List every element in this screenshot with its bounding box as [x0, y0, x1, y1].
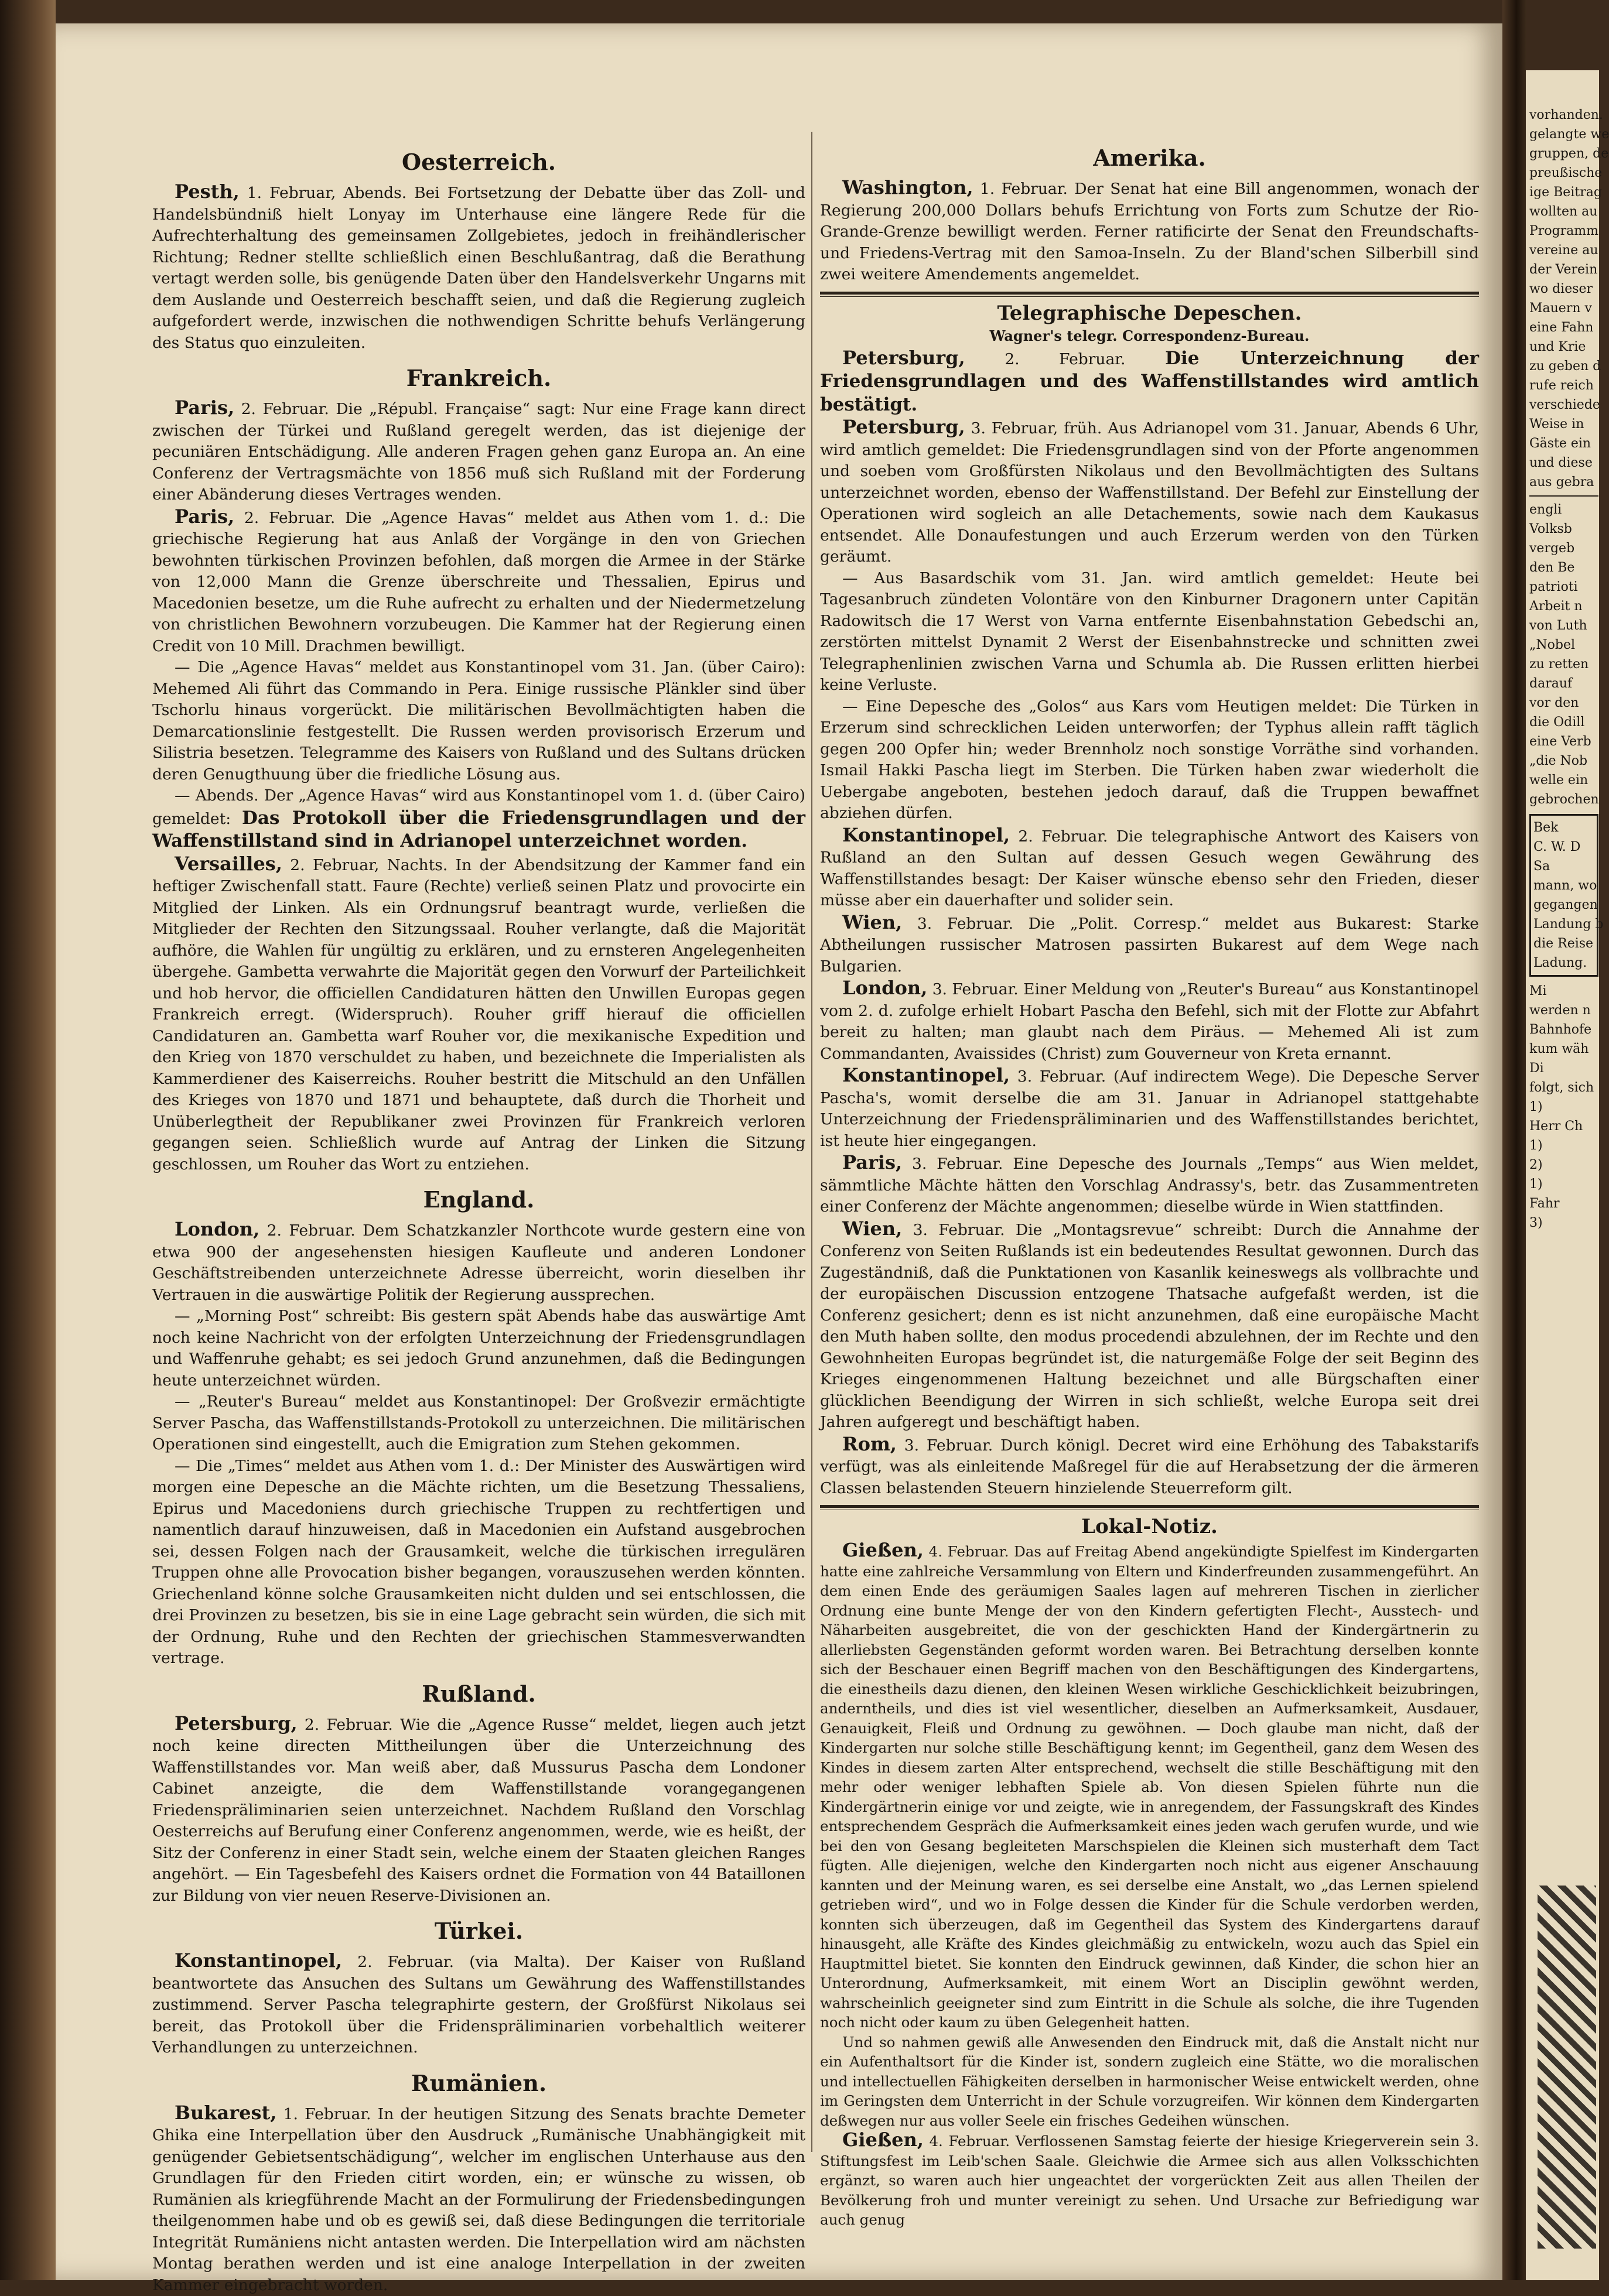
adjacent-line: Fahr: [1529, 1194, 1598, 1213]
adjacent-line: und Krie: [1529, 337, 1598, 357]
telegrams-article: [820, 696, 1479, 824]
adjacent-line: Arbeit n: [1529, 597, 1598, 616]
dateline-city: Petersburg,: [175, 1712, 298, 1734]
adjacent-rule: [1529, 495, 1598, 497]
adjacent-line: vor den: [1529, 693, 1598, 713]
adjacent-line: den Be: [1529, 558, 1598, 577]
advert-line: Ladung.: [1533, 953, 1594, 973]
article-text: 1. Februar. Der Senat hat eine Bill angenommen, wonach der Regierung 200,000 Dollars behufs Errichtung von Forts zum Schutze der Rio-Grande-Grenze bewilligt werden. Ferner ratificirte der Senat den Freundschafts- und Friedens-Vertrag mit den Samoa-Inseln. Zu der Bland'schen Silberbill sind zwei weitere Amendements angemeldet.: [820, 180, 1479, 283]
adjacent-line: zu retten: [1529, 655, 1598, 674]
france-article: [152, 397, 805, 506]
adjacent-line: preußische: [1529, 163, 1598, 183]
headline-announcement: Das Protokoll über die Friedensgrundlagen und der Waffenstillstand sind in Adrianopel unterzeichnet worden.: [152, 807, 805, 852]
telegrams-heading: Telegraphische Depeschen.: [820, 300, 1479, 326]
telegrams-article: [820, 977, 1479, 1065]
advert-line: Bek: [1533, 818, 1594, 837]
article-text: — Aus Basardschik vom 31. Jan. wird amtlich gemeldet: Heute bei Tagesanbruch zündeten Volontäre von den Kinburner Dragonern unter Capitän Radowitsch die 17 Werst von Varna entfernte Eisenbahnstation Gebedschi an, zerstörten mittelst Dynamit 2 Werst der Eisenbahnstrecke und schnitten zwei Telegraphenlinien zwischen Varna und Schumla ab. Die Russen erlitten hierbei keine Verluste.: [820, 569, 1479, 694]
austria-heading: Oesterreich.: [152, 148, 805, 176]
telegrams-article: [820, 1065, 1479, 1152]
article-text: 2. Februar. Die „Républ. Française“ sagt: Nur eine Frage kann direct zwischen der Türkei und Rußland geregelt werden, das ist diejenige der pecuniären Entschädigung. Alle anderen Fragen gehen ganz Europa an. An eine Conferenz der Vertragsmächte von 1856 muß sich Rußland mit der Forderung einer Abänderung dieses Vertrages wenden.: [152, 400, 805, 504]
adjacent-line: vorhanden.: [1529, 105, 1598, 125]
dateline-city: Washington,: [842, 176, 973, 199]
advert-line: Landung b: [1533, 915, 1594, 934]
article-text: 2. Februar. Die telegraphische Antwort des Kaisers von Rußland an den Sultan auf dessen Gesuch wegen Gewährung des Waffenstillstandes besagt: Der Kaiser wünsche ebenso sehr den Frieden, dieser müsse aber ein dauerhafter und solider sein.: [820, 827, 1479, 910]
russia-article: [152, 1713, 805, 1907]
adjacent-line: der Verein: [1529, 260, 1598, 279]
book-binding: [0, 0, 56, 2280]
adjacent-line: gelangte we: [1529, 125, 1598, 144]
dateline-city: Wien,: [842, 911, 902, 933]
article-text: — Die „Times“ meldet aus Athen vom 1. d.: Der Minister des Auswärtigen wird morgen eine Depesche an die Mächte richten, um die Besetzung Thessaliens, Epirus und Macedoniens durch griechische Truppen zu rechtfertigen und namentlich darauf hinzuweisen, daß in Macedonien ein Aufstand ausgebrochen sei, dessen Folgen nach der Grausamkeit, welche die türkischen irregulären Truppen ohne alle Provocation bisher begangen, vorauszusehen werden könnten. Griechenland könne solche Grausamkeiten nicht dulden und sei entschlossen, die drei Provinzen zu besetzen, bis sie in eine Lage gebracht sein würden, die sich mit der Ordnung, Ruhe und den Rechten der griechischen Stammesverwandten vertrage.: [152, 1457, 805, 1668]
article-text: 2. Februar.: [1005, 350, 1125, 368]
article-text: 3. Februar. (Auf indirectem Wege). Die Depesche Server Pascha's, womit derselbe die am 31. Januar in Adrianopel stattgehabte Unterzeichnung der Friedenspräliminarien und des Waffenstillstandes berichtet, ist heute hier eingegangen.: [820, 1067, 1479, 1150]
adjacent-line: von Luth: [1529, 616, 1598, 635]
article-text: 4. Februar. Das auf Freitag Abend angekündigte Spielfest im Kindergarten hatte eine zahlreiche Versammlung von Eltern und Kinderfreunden zusammengeführt. An dem einen Ende des geräumigen Saales lagen auf mehreren Tischen in zierlicher Ordnung eine bunte Menge der von den Kindern gefertigten Flecht-, Ausstech- und Näharbeiten ausgebreitet, die von der geschickten Hand der Kindergärtnerin zu allerliebsten Gegenständen geformt worden waren. Bei Betrachtung derselben konnte sich der Beschauer einen Begriff machen von den Beschäftigungen des Kindergartens, die einestheils dazu dienen, den kleinen Wesen wirkliche Geschicklichkeit beizubringen, anderntheils, und dies ist viel wesentlicher, dieselben an Aufmerksamkeit, Ausdauer, Genauigkeit, Fleiß und Ordnung zu gewöhnen. — Doch glaube man nicht, daß der Kindergarten nur solche stille Beschäftigung kennt; im Gegentheil, ganz dem Wesen des Kindes in diesem zarten Alter entsprechend, wechselt die stille Beschäftigung mit den mehr oder weniger lebhaften Spiele ab. Von diesen Spielen führte nun die Kindergärtnerin einige vor und zeigte, wie in anregendem, der Fassungskraft des Kindes entsprechendem Gespräch die Aufmerksamkeit eines jeden wach gerufen wurde, und wie bei den von Gesang begleiteten Marschspielen die Kleinen sich musterhaft dem Tact fügten. Alle diejenigen, welche den Kindergarten noch nicht aus eigener Anschauung kannten und der Meinung waren, es sei derselbe eine Anstalt, wo „das Lernen spielend getrieben wird“, und wo in Folge dessen die Kinder für die Schule verdorben werden, konnten sich überzeugen, daß im Gegentheil das System des Kindergartens darauf hinausgeht, alle Kräfte des Kindes gleichmäßig zu entwickeln, wozu auch das Spiel ein Hauptmittel bietet. Sie konnten den Eindruck gewinnen, daß Kinder, die schon hier an Unterordnung, Aufmerksamkeit, mit einem Wort an Disciplin gewöhnt werden, wahrscheinlich geeigneter sind zum Eintritt in die Schule als solche, die ihre Tugenden noch nicht oder kaum zu üben Gelegenheit hatten.: [820, 1543, 1479, 2031]
adjacent-line: eine Fahn: [1529, 318, 1598, 337]
dateline-city: London,: [175, 1218, 259, 1240]
adjacent-line: Mi: [1529, 981, 1598, 1001]
article-text: — Eine Depesche des „Golos“ aus Kars vom Heutigen meldet: Die Türken in Erzerum sind schrecklichen Leiden unterworfen; der Typhus allein rafft täglich gegen 200 Opfer hin; weder Brennholz noch sonstige Vorräthe sind vorhanden. Ismail Hakki Pascha liegt im Sterben. Die Türken haben zwar wiederholt die Uebergabe angeboten, bestehen jedoch darauf, daß die Truppen bewaffnet abziehen dürfen.: [820, 697, 1479, 823]
adjacent-line: Gäste ein: [1529, 434, 1598, 453]
article-text: 2. Februar, Nachts. In der Abendsitzung der Kammer fand ein heftiger Zwischenfall statt. Faure (Rechte) verließ seinen Platz und provocirte ein Mitglied der Linken. Als ein Ordnungsruf beantragt wurde, verließen die Mitglieder der Rechten den Sitzungssaal. Rouher verlangte, daß die Majorität aufhöre, die Wahlen für ungültig zu erklären, und zu ernsteren Angelegenheiten übergehe. Gambetta verwahrte die Majorität gegen den Vorwurf der Parteilichkeit und hob hervor, die officiellen Candidaturen hätten den Unwillen Europas gegen Frankreich erregt. (Widerspruch). Rouher griff hierauf die officiellen Candidaturen an. Gambetta warf Rouher vor, die mexikanische Expedition und den Krieg von 1870 verschuldet zu haben, und bezeichnete die Imperialisten als Kammerdiener des Kaiserreichs. Rouher bestritt die Mitschuld an den Unfällen des Krieges von 1870 und 1871 und behauptete, daß durch die Thorheit und Unüberlegtheit der Republikaner zwei Provinzen für Frankreich verloren gegangen seien. Schließlich wurde auf Antrag der Linken die Sitzung geschlossen, um Rouher das Wort zu entziehen.: [152, 856, 805, 1173]
adjacent-line: aus gebra: [1529, 473, 1598, 492]
adjacent-line: engli: [1529, 500, 1598, 519]
adjacent-page-text: [1529, 105, 1598, 1233]
ornament-border: [1538, 1886, 1596, 2249]
adjacent-line: verschiede: [1529, 395, 1598, 415]
article-text: 3. Februar, früh. Aus Adrianopel vom 31. Januar, Abends 6 Uhr, wird amtlich gemeldet: Die Friedensgrundlagen sind von der Pforte angenommen und soeben vom Großfürsten Nikolaus und den Bevollmächtigten des Sultans unterzeichnet worden, ebenso der Waffenstillstand. Der Befehl zur Einstellung der Operationen wird sogleich an alle Detachements, sowie nach dem Kaukasus entsendet. Alle Donaufestungen und auch Erzerum werden von den Türken geräumt.: [820, 419, 1479, 566]
dateline-city: Wien,: [842, 1217, 902, 1240]
romania-heading: Rumänien.: [152, 2069, 805, 2097]
advert-line: Sa: [1533, 857, 1594, 876]
article-text: 2. Februar. (via Malta). Der Kaiser von Rußland beantwortete das Ansuchen des Sultans um Gewährung des Waffenstillstandes zustimmend. Server Pascha telegraphirte gestern, der Großfürst Nikolaus sei bereit, das Protokoll über die Fridenspräliminarien vorbehaltlich weiterer Verhandlungen zu unterzeichnen.: [152, 1953, 805, 2057]
dateline-city: Pesth,: [175, 180, 240, 203]
england-article: [152, 1456, 805, 1669]
adjacent-line: gebrochen: [1529, 790, 1598, 809]
article-text: — Abends. Der „Agence Havas“ wird aus Konstantinopel vom 1. d. (über Cairo) gemeldet:: [152, 786, 805, 828]
article-text: Und so nahmen gewiß alle Anwesenden den Eindruck mit, daß die Anstalt nicht nur ein Aufenthaltsort für die Kinder ist, sondern zugleich eine Stätte, wo die moralischen und intellectuellen Fähigkeiten derselben in harmonischer Weise entwickelt werden, ohne im Geringsten dem Unterricht in der Schule vorzugreifen. Wir können dem Kindergarten deßwegen nur aus voller Seele ein frisches Gedeihen wünschen.: [820, 2034, 1479, 2129]
article-text: 3. Februar. Einer Meldung von „Reuter's Bureau“ aus Konstantinopel vom 2. d. zufolge erhielt Hobart Pascha den Befehl, sich mit der Flotte zur Abfahrt bereit zu halten; man glaubt nach dem Piräus. — Mehemed Ali ist zum Commandanten, Avaissides (Christ) zum Gouverneur von Kreta ernannt.: [820, 980, 1479, 1063]
article-text: 1. Februar, Abends. Bei Fortsetzung der Debatte über das Zoll- und Handelsbündniß hielt Lonyay im Unterhause eine längere Rede für die Aufrechterhaltung des gemeinsamen Zollgebietes, jedoch in freihändlerischer Richtung; Redner stellte schließlich einen Beschlußantrag, daß die Berathung vertagt werden solle, bis genügende Daten über den Handelsverkehr Ungarns mit dem Auslande und Oesterreich beschafft seien, und daß die Regierung zugleich aufgefordert werde, inzwischen die nothwendigen Schritte behufs Verlängerung des Status quo einzuleiten.: [152, 184, 805, 352]
adjacent-line: eine Verb: [1529, 732, 1598, 751]
telegrams-article: [820, 1433, 1479, 1500]
telegrams-top-rule: [820, 292, 1479, 297]
adjacent-line: 1): [1529, 1175, 1598, 1194]
column-left: [152, 138, 805, 2296]
local-article: [820, 1541, 1479, 2032]
dateline-city: Petersburg,: [842, 347, 965, 369]
adjacent-line: rufe reich: [1529, 376, 1598, 395]
dateline-city: Konstantinopel,: [175, 1949, 342, 1972]
dateline-city: Paris,: [842, 1151, 902, 1173]
dateline-city: Bukarest,: [175, 2102, 276, 2124]
dateline-city: Paris,: [175, 396, 234, 419]
france-article: [152, 506, 805, 658]
dateline-city: Konstantinopel,: [842, 824, 1010, 846]
telegrams-article: [820, 912, 1479, 978]
article-text: — Die „Agence Havas“ meldet aus Konstantinopel vom 31. Jan. (über Cairo): Mehemed Ali führt das Commando in Pera. Einige russische Plänkler sind über Tschorlu hinaus vorgerückt. Die militärischen Bevollmächtigten haben die Demarcationslinie festgestellt. Die Russen werden provisorisch Erzerum und Silistria besetzen. Telegramme des Kaisers von Rußland und des Sultans drücken deren Genugthuung über die friedliche Lösung aus.: [152, 658, 805, 783]
adjacent-line: 1): [1529, 1097, 1598, 1117]
dateline-city: Konstantinopel,: [842, 1064, 1010, 1086]
telegrams-article: [820, 347, 1479, 417]
advert-line: gegangen: [1533, 895, 1594, 915]
article-text: 3. Februar. Eine Depesche des Journals „Temps“ aus Wien meldet, sämmtliche Mächte hätten den Vorschlag Andrassy's, betr. das Zusammentreten einer Conferenz der Mächte angenommen; dieselbe würde in Wien stattfinden.: [820, 1155, 1479, 1216]
adjacent-line: Weise in: [1529, 415, 1598, 434]
adjacent-line: „die Nob: [1529, 751, 1598, 771]
adjacent-line: 1): [1529, 1136, 1598, 1155]
england-article: [152, 1391, 805, 1456]
article-text: 2. Februar. Die „Agence Havas“ meldet aus Athen vom 1. d.: Die griechische Regierung hat aus Anlaß der Vorgänge in den von Griechen bewohnten türkischen Provinzen befohlen, daß morgen die Armee in der Stärke von 12,000 Mann die Grenze überschreite und Thessalien, Epirus und Macedonien besetze, um die Ruhe aufrecht zu erhalten und der Niedermetzelung von christlichen Bewohnern vorzubeugen. Die Kammer hat der Regierung einen Credit von 10 Mill. Drachmen bewilligt.: [152, 509, 805, 655]
telegrams-article: [820, 824, 1479, 912]
adjacent-line: gruppen, de: [1529, 144, 1598, 163]
article-text: 1. Februar. In der heutigen Sitzung des Senats brachte Demeter Ghika eine Interpellation über den Ausdruck „Rumänische Unabhängigkeit mit genügender Gebietsentschädigung“, welcher im englischen Unterhause aus den Grundlagen für den Frieden citirt worden, ein; er wünsche zu wissen, ob Rumänien als kriegführende Macht an der Formulirung der Friedensbedingungen theilgenommen habe und ob es gewiß sei, daß diese Bedingungen die territoriale Integrität Rumäniens nicht antasten werden. Die Interpellation wird am nächsten Montag berathen werden und ist eine analoge Interpellation in der zweiten Kammer eingebracht worden.: [152, 2105, 805, 2294]
america-heading: Amerika.: [820, 144, 1479, 172]
article-text: — „Morning Post“ schreibt: Bis gestern spät Abends habe das auswärtige Amt noch keine Nachricht von der erfolgten Unterzeichnung der Friedensgrundlagen und Waffenruhe gehabt; es sei jedoch Grund anzunehmen, daß die Bedingungen heute unterzeichnet würden.: [152, 1307, 805, 1390]
advert-line: C. W. D: [1533, 837, 1594, 857]
adjacent-line: wollten au: [1529, 202, 1598, 221]
adjacent-line: zu geben d: [1529, 357, 1598, 376]
france-article: [152, 785, 805, 853]
romania-article: [152, 2102, 805, 2296]
adjacent-line: ige Beitrag: [1529, 183, 1598, 202]
local-top-rule: [820, 1505, 1479, 1510]
adjacent-line: Di: [1529, 1059, 1598, 1078]
column-right: [820, 134, 1479, 2230]
adjacent-line: Volksb: [1529, 519, 1598, 539]
local-article: [820, 2130, 1479, 2230]
advert-line: die Reise: [1533, 934, 1594, 953]
local-heading: Lokal-Notiz.: [820, 1514, 1479, 1539]
england-article: [152, 1219, 805, 1306]
adjacent-line: Programm: [1529, 221, 1598, 241]
adjacent-line: Bahnhofe: [1529, 1020, 1598, 1039]
adjacent-line: 2): [1529, 1155, 1598, 1175]
telegrams-article: [820, 1218, 1479, 1433]
article-text: 3. Februar. Die „Montagsrevue“ schreibt: Durch die Annahme der Conferenz von Seiten Rußlands ist ein bedeutendes Resultat gewonnen. Durch das Zugeständniß, daß die Punktationen von Kasanlik keineswegs als vollbrachte und der europäischen Discussion entzogene Thatsache aufgefaßt werden, ist die Conferenz gesichert; denn es ist nicht anzunehmen, daß eine europäische Macht den Muth haben sollte, den modus procedendi abzulehnen, der im Rechte und den Gewohnheiten Europas begründet ist, die naturgemäße Folge der seit Beginn des Krieges eingenommenen Haltung bezeichnet und alle Bürgschaften einer glücklichen Beendigung der Wirren in sich schließt, welche Europa seit drei Jahren aufgeregt und beschäftigt haben.: [820, 1221, 1479, 1432]
england-heading: England.: [152, 1186, 805, 1214]
dateline-city: London,: [842, 977, 927, 999]
adjacent-line: und diese: [1529, 453, 1598, 473]
dateline-city: Versailles,: [175, 853, 282, 875]
adjacent-line: vergeb: [1529, 539, 1598, 558]
advert-line: mann, wo: [1533, 876, 1594, 895]
article-text: 2. Februar. Wie die „Agence Russe“ meldet, liegen auch jetzt noch keine directen Mittheilungen über die Unterzeichnung des Waffenstillstandes vor. Man weiß aber, daß Mussurus Pascha dem Londoner Cabinet anzeigte, die dem Waffenstillstande vorangegangenen Friedenspräliminarien seien unterzeichnet. Nachdem Rußland den Vorschlag Oesterreichs auf Berufung einer Conferenz angenommen, werde, wie es heißt, der Sitz der Conferenz in einer Stadt sein, welche einem der Staaten gleichen Ranges angehört. — Ein Tagesbefehl des Kaisers ordnet die Formation von 44 Bataillonen zur Bildung von vier neuen Reserve-Divisionen an.: [152, 1716, 805, 1905]
adjacent-line: vereine au: [1529, 241, 1598, 260]
adjacent-line: wo dieser: [1529, 279, 1598, 299]
dateline-city: Paris,: [175, 505, 234, 528]
france-heading: Frankreich.: [152, 364, 805, 392]
adjacent-line: kum wäh: [1529, 1039, 1598, 1059]
dateline-city: Gießen,: [842, 2129, 924, 2151]
article-text: 3. Februar. Durch königl. Decret wird eine Erhöhung des Tabakstarifs verfügt, was als einleitende Maßregel für die auf Herabsetzung der die ärmeren Classen belastenden Steuern hinzielende Steuerreform gilt.: [820, 1436, 1479, 1497]
article-text: 2. Februar. Dem Schatzkanzler Northcote wurde gestern eine von etwa 900 der angesehensten hiesigen Kaufleute und anderen Londoner Geschäftstreibenden unterzeichnete Adresse überreicht, worin dieselben ihr Vertrauen in die auswärtige Politik der Regierung aussprechen.: [152, 1221, 805, 1304]
adjacent-line: folgt, sich: [1529, 1078, 1598, 1097]
adjacent-line: patrioti: [1529, 577, 1598, 597]
telegrams-article: [820, 416, 1479, 568]
headline-announcement: Die Unterzeichnung der Friedensgrundlagen und des Waffenstillstandes wird amtlich bestätigt.: [820, 348, 1479, 415]
france-article: [152, 853, 805, 1176]
adjacent-line: werden n: [1529, 1001, 1598, 1020]
column-divider: [811, 132, 812, 2152]
page-gutter: [1502, 0, 1526, 2280]
adjacent-line: Herr Ch: [1529, 1117, 1598, 1136]
adjacent-line: Mauern v: [1529, 299, 1598, 318]
article-text: — „Reuter's Bureau“ meldet aus Konstantinopel: Der Großvezir ermächtigte Server Pascha, das Waffenstillstands-Protokoll zu unterzeichnen. Die militärischen Operationen sind eingestellt, auch die Emigration zum Stehen gekommen.: [152, 1392, 805, 1453]
local-article: [820, 2032, 1479, 2131]
adjacent-advert-box: [1529, 814, 1598, 977]
america-article: [820, 177, 1479, 286]
turkey-article: [152, 1950, 805, 2059]
russia-heading: Rußland.: [152, 1680, 805, 1708]
turkey-heading: Türkei.: [152, 1917, 805, 1945]
article-text: 3. Februar. Die „Polit. Corresp.“ meldet aus Bukarest: Starke Abtheilungen russischer Matrosen passirten Bukarest auf dem Wege nach Bulgarien.: [820, 915, 1479, 976]
england-article: [152, 1306, 805, 1391]
telegrams-article: [820, 568, 1479, 696]
austria-article: [152, 181, 805, 354]
telegrams-article: [820, 1152, 1479, 1218]
france-article: [152, 657, 805, 785]
adjacent-line: welle ein: [1529, 771, 1598, 790]
dateline-city: Rom,: [842, 1433, 897, 1455]
adjacent-line: 3): [1529, 1213, 1598, 1233]
dateline-city: Gießen,: [842, 1539, 924, 1561]
adjacent-line: die Odill: [1529, 713, 1598, 732]
adjacent-line: „Nobel: [1529, 635, 1598, 655]
adjacent-page-strip: [1526, 70, 1599, 2280]
telegrams-subheading: Wagner's telegr. Correspondenz-Bureau.: [820, 327, 1479, 345]
adjacent-line: darauf: [1529, 674, 1598, 693]
article-text: 4. Februar. Verflossenen Samstag feierte der hiesige Kriegerverein sein 3. Stiftungsfest im Leib'schen Saale. Gleichwie die Armee sich aus allen Volksschichten ergänzt, so waren auch hier ungeachtet der vorgerückten Zeit aus allen Theilen der Bevölkerung froh und munter vereinigt zu sehen. Und Ursache zur Befriedigung war auch genug: [820, 2133, 1479, 2228]
dateline-city: Petersburg,: [842, 416, 965, 438]
